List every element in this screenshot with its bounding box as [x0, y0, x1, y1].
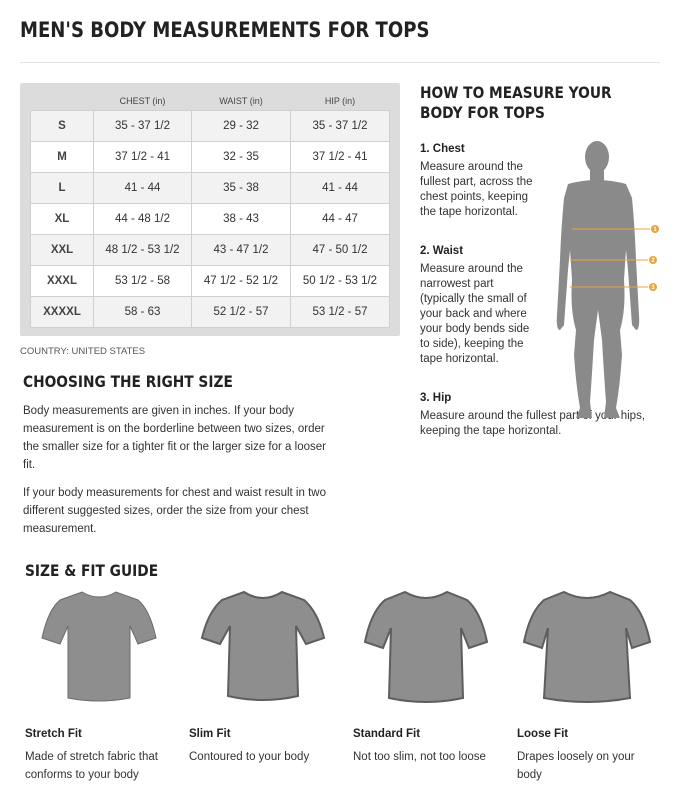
waist-cell: 29 - 32 — [192, 110, 291, 141]
size-cell: XXL — [31, 234, 94, 265]
size-cell: L — [31, 172, 94, 203]
waist-marker-label: 2 — [651, 258, 655, 264]
hip-cell: 44 - 47 — [291, 203, 390, 234]
chest-cell: 58 - 63 — [94, 296, 192, 327]
waist-step-description: Measure around the narrowest part (typically the small of your back and where your body bends side to side), keeping the tape horizontal. — [420, 263, 530, 365]
choosing-size-heading: CHOOSING THE RIGHT SIZE — [23, 372, 233, 391]
column-header-hip: HIP (in) — [324, 95, 356, 106]
hip-cell: 47 - 50 1/2 — [291, 234, 390, 265]
hip-cell: 53 1/2 - 57 — [291, 296, 390, 327]
loose-fit-shirt-illustration — [522, 588, 652, 708]
fit-guide-heading: SIZE & FIT GUIDE — [25, 561, 159, 580]
waist-cell: 35 - 38 — [192, 172, 291, 203]
hip-cell: 35 - 37 1/2 — [291, 110, 390, 141]
waist-cell: 32 - 35 — [192, 141, 291, 172]
stretch-fit-description: Made of stretch fabric that conforms to your body — [25, 751, 158, 781]
chest-marker-label: 1 — [653, 227, 657, 233]
stretch-fit-shirt-illustration — [34, 588, 164, 708]
slim-fit-label: Slim Fit — [189, 728, 231, 740]
table-row — [31, 265, 390, 296]
table-row — [31, 110, 390, 141]
loose-fit-label: Loose Fit — [517, 728, 569, 740]
table-row — [31, 234, 390, 265]
choosing-size-paragraph-2: If your body measurements for chest and waist result in two different suggested sizes, order the size from your chest measurement. — [23, 487, 326, 535]
choosing-size-paragraph-1: Body measurements are given in inches. If your body measurement is on the borderline between two sizes, order the smaller size for a tighter fit or the larger size for a looser fit. — [23, 405, 326, 471]
size-table-panel — [20, 83, 400, 336]
waist-cell: 47 1/2 - 52 1/2 — [192, 265, 291, 296]
chest-cell: 35 - 37 1/2 — [94, 110, 192, 141]
size-cell: XXXL — [31, 265, 94, 296]
size-cell: M — [31, 141, 94, 172]
hip-step-description: Measure around the fullest part of your hips, keeping the tape horizontal. — [420, 410, 646, 437]
chest-cell: 37 1/2 - 41 — [94, 141, 192, 172]
column-header-waist: WAIST (in) — [219, 95, 263, 106]
loose-fit-description: Drapes loosely on your body — [517, 751, 635, 781]
chest-step-heading: 1. Chest — [420, 143, 465, 155]
hip-cell: 37 1/2 - 41 — [291, 141, 390, 172]
hip-cell: 41 - 44 — [291, 172, 390, 203]
country-label: COUNTRY: UNITED STATES — [20, 346, 146, 357]
standard-fit-label: Standard Fit — [353, 728, 421, 740]
column-header-chest: CHEST (in) — [119, 95, 166, 106]
waist-cell: 52 1/2 - 57 — [192, 296, 291, 327]
chest-cell: 41 - 44 — [94, 172, 192, 203]
waist-step-heading: 2. Waist — [420, 245, 464, 257]
size-cell: XL — [31, 203, 94, 234]
column-header-size — [31, 92, 94, 110]
waist-cell: 43 - 47 1/2 — [192, 234, 291, 265]
chest-cell: 53 1/2 - 58 — [94, 265, 192, 296]
hip-marker-label: 3 — [651, 285, 655, 291]
size-cell: XXXXL — [31, 296, 94, 327]
table-row — [31, 141, 390, 172]
standard-fit-shirt-illustration — [361, 588, 491, 708]
table-row — [31, 203, 390, 234]
chest-cell: 44 - 48 1/2 — [94, 203, 192, 234]
hip-step-heading: 3. Hip — [420, 392, 452, 404]
size-cell: S — [31, 110, 94, 141]
chest-cell: 48 1/2 - 53 1/2 — [94, 234, 192, 265]
page-title: MEN'S BODY MEASUREMENTS FOR TOPS — [20, 18, 430, 42]
divider — [20, 62, 660, 63]
body-figure-illustration — [540, 140, 665, 422]
hip-cell: 50 1/2 - 53 1/2 — [291, 265, 390, 296]
table-row — [31, 172, 390, 203]
size-table — [30, 92, 390, 328]
table-header-row — [31, 92, 390, 110]
slim-fit-shirt-illustration — [198, 588, 328, 708]
standard-fit-description: Not too slim, not too loose — [353, 751, 486, 763]
how-to-measure-heading: HOW TO MEASURE YOUR BODY FOR TOPS — [420, 83, 612, 122]
slim-fit-description: Contoured to your body — [189, 751, 310, 763]
chest-step-description: Measure around the fullest part, across the chest points, keeping the tape horizontal. — [420, 161, 533, 218]
waist-cell: 38 - 43 — [192, 203, 291, 234]
table-row — [31, 296, 390, 327]
stretch-fit-label: Stretch Fit — [25, 728, 82, 740]
